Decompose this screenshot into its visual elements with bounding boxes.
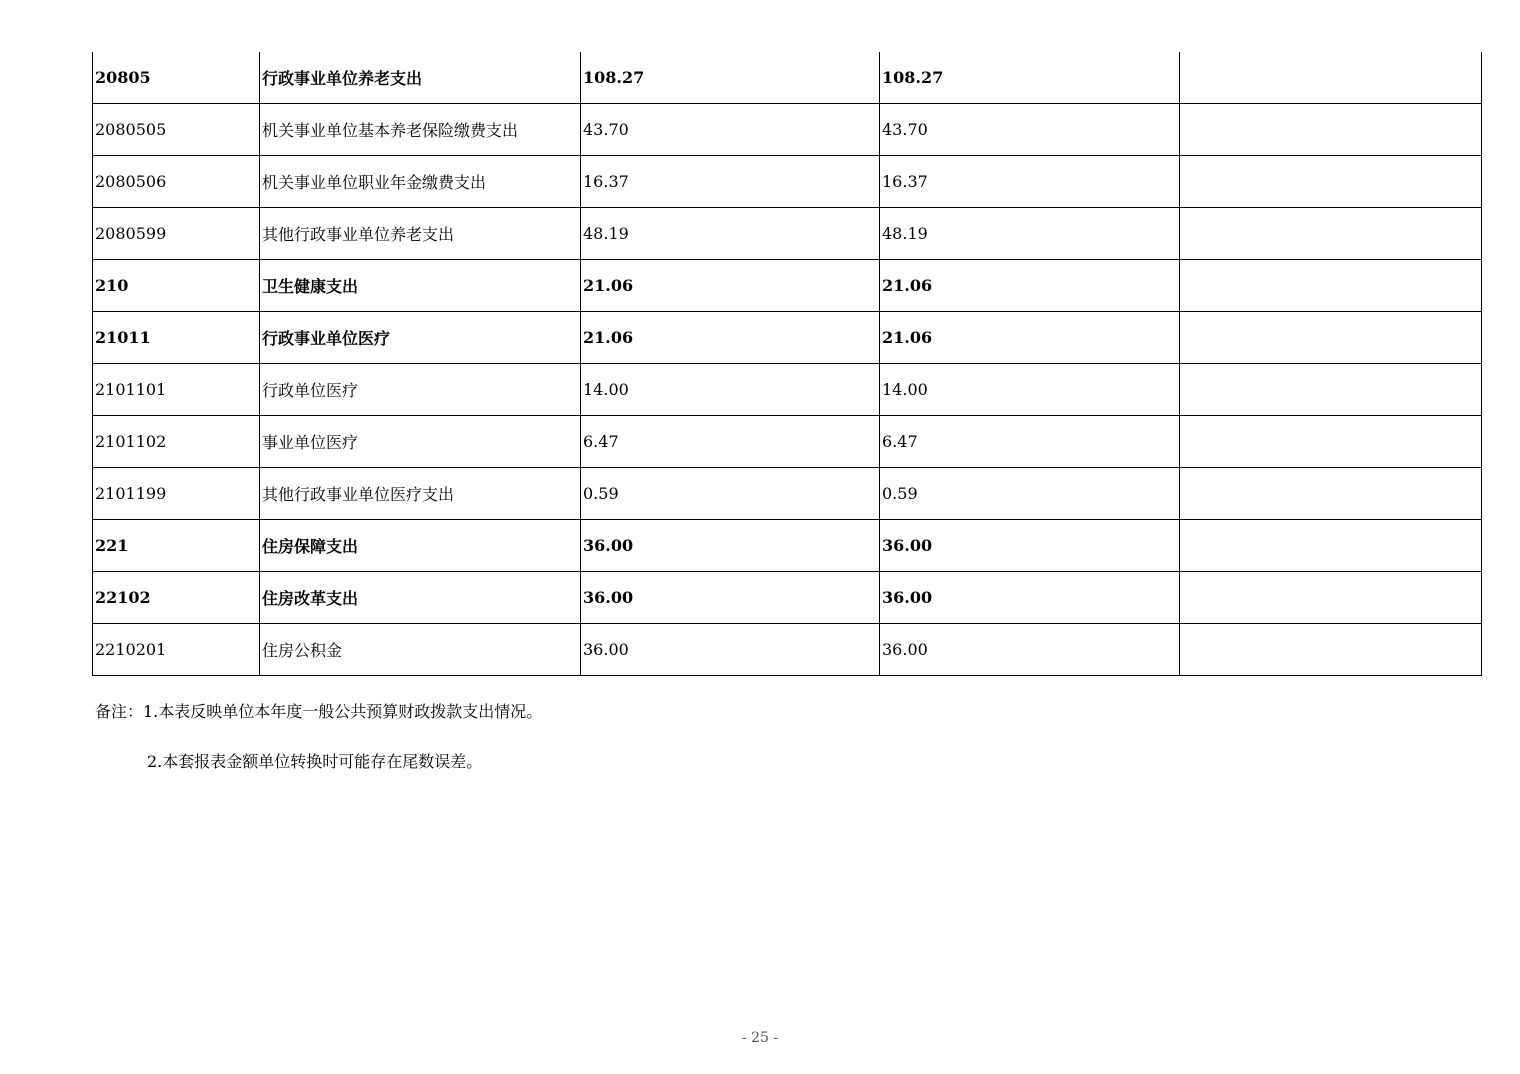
page-number: - 25 - xyxy=(741,1030,779,1046)
cell-code: 2080505 xyxy=(93,104,260,156)
table-row xyxy=(93,156,1482,208)
cell-code: 20805 xyxy=(93,52,260,104)
cell-amount-project xyxy=(1180,104,1482,156)
cell-name: 行政单位医疗 xyxy=(260,364,581,416)
cell-amount-basic: 14.00 xyxy=(880,364,1180,416)
cell-amount-project xyxy=(1180,468,1482,520)
cell-amount-project xyxy=(1180,208,1482,260)
budget-table xyxy=(92,52,1482,676)
cell-amount-basic: 43.70 xyxy=(880,104,1180,156)
cell-name: 行政事业单位医疗 xyxy=(260,312,581,364)
cell-amount-basic: 6.47 xyxy=(880,416,1180,468)
cell-amount-basic: 36.00 xyxy=(880,520,1180,572)
cell-amount-project xyxy=(1180,312,1482,364)
cell-name: 事业单位医疗 xyxy=(260,416,581,468)
table-body xyxy=(93,52,1482,676)
cell-code: 21011 xyxy=(93,312,260,364)
budget-table-container xyxy=(92,52,1481,676)
table-row xyxy=(93,416,1482,468)
table-row xyxy=(93,364,1482,416)
cell-amount-project xyxy=(1180,416,1482,468)
cell-amount-basic: 0.59 xyxy=(880,468,1180,520)
cell-amount-total: 36.00 xyxy=(581,624,880,676)
cell-code: 2210201 xyxy=(93,624,260,676)
cell-amount-total: 16.37 xyxy=(581,156,880,208)
cell-amount-project xyxy=(1180,260,1482,312)
cell-amount-basic: 21.06 xyxy=(880,260,1180,312)
cell-code: 210 xyxy=(93,260,260,312)
table-row xyxy=(93,624,1482,676)
cell-amount-basic: 36.00 xyxy=(880,572,1180,624)
cell-amount-total: 36.00 xyxy=(581,572,880,624)
cell-amount-project xyxy=(1180,156,1482,208)
cell-name: 住房保障支出 xyxy=(260,520,581,572)
cell-amount-total: 21.06 xyxy=(581,260,880,312)
cell-amount-basic: 21.06 xyxy=(880,312,1180,364)
cell-amount-total: 36.00 xyxy=(581,520,880,572)
cell-amount-basic: 36.00 xyxy=(880,624,1180,676)
cell-name: 其他行政事业单位医疗支出 xyxy=(260,468,581,520)
cell-amount-total: 21.06 xyxy=(581,312,880,364)
cell-amount-total: 108.27 xyxy=(581,52,880,104)
cell-amount-project xyxy=(1180,364,1482,416)
cell-name: 卫生健康支出 xyxy=(260,260,581,312)
cell-name: 住房公积金 xyxy=(260,624,581,676)
table-row xyxy=(93,312,1482,364)
note-line-2: 2.本套报表金额单位转换时可能存在尾数误差。 xyxy=(147,752,483,771)
cell-amount-total: 14.00 xyxy=(581,364,880,416)
cell-amount-project xyxy=(1180,624,1482,676)
cell-amount-total: 6.47 xyxy=(581,416,880,468)
cell-name: 机关事业单位基本养老保险缴费支出 xyxy=(260,104,581,156)
cell-amount-project xyxy=(1180,52,1482,104)
cell-code: 2101102 xyxy=(93,416,260,468)
cell-code: 2080599 xyxy=(93,208,260,260)
table-row xyxy=(93,520,1482,572)
cell-name: 住房改革支出 xyxy=(260,572,581,624)
cell-name: 其他行政事业单位养老支出 xyxy=(260,208,581,260)
cell-code: 2101101 xyxy=(93,364,260,416)
note-line-1: 备注：1.本表反映单位本年度一般公共预算财政拨款支出情况。 xyxy=(95,702,543,721)
cell-amount-total: 48.19 xyxy=(581,208,880,260)
cell-code: 2080506 xyxy=(93,156,260,208)
cell-amount-total: 43.70 xyxy=(581,104,880,156)
cell-code: 221 xyxy=(93,520,260,572)
cell-amount-project xyxy=(1180,520,1482,572)
cell-amount-basic: 108.27 xyxy=(880,52,1180,104)
cell-name: 机关事业单位职业年金缴费支出 xyxy=(260,156,581,208)
cell-amount-project xyxy=(1180,572,1482,624)
table-row xyxy=(93,468,1482,520)
cell-name: 行政事业单位养老支出 xyxy=(260,52,581,104)
table-row xyxy=(93,52,1482,104)
cell-amount-total: 0.59 xyxy=(581,468,880,520)
table-row xyxy=(93,572,1482,624)
cell-code: 2101199 xyxy=(93,468,260,520)
table-row xyxy=(93,208,1482,260)
cell-amount-basic: 48.19 xyxy=(880,208,1180,260)
table-row xyxy=(93,104,1482,156)
cell-amount-basic: 16.37 xyxy=(880,156,1180,208)
cell-code: 22102 xyxy=(93,572,260,624)
table-row xyxy=(93,260,1482,312)
